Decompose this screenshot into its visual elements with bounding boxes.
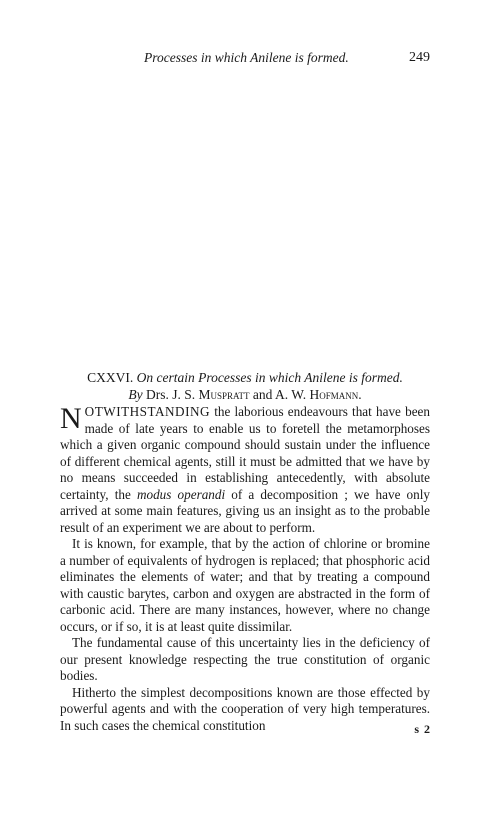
- byline-end: .: [358, 387, 362, 402]
- paragraph-4: Hitherto the simplest decompositions known are those effected by powerful agents and with the cooperation of very high temperatures. In such cases the chemical constitution: [60, 684, 430, 733]
- running-title: Processes in which Anilene is formed.: [144, 50, 349, 65]
- article-body: [60, 404, 430, 734]
- page-number: 249: [409, 50, 430, 65]
- article-number: CXXVI.: [87, 370, 134, 385]
- drop-cap: N: [60, 402, 82, 435]
- article-heading: [60, 369, 430, 403]
- paragraph-1-text-b: of a decomposition ; we have only arrived at some main features, giving us an insight as to the probable result of an experiment we are about to perform.: [60, 486, 431, 535]
- article-byline: [60, 386, 430, 403]
- opening-caps: OTWITHSTANDING: [84, 404, 211, 419]
- paragraph-2: It is known, for example, that by the action of chlorine or bromine a number of equivalents of hydrogen is replaced; that phosphoric acid eliminates the elements of water; and that by treating a compound with caustic barytes, carbon and oxygen are abstracted in the form of carbonic acid. There are many instances, however, where no change occurs, or if so, it is at least quite dissimilar.: [60, 536, 430, 634]
- paragraph-1-italic: modus operandi: [136, 486, 226, 502]
- author-2-surname: Hofmann: [309, 387, 359, 402]
- paragraph-3: The fundamental cause of this uncertainty lies in the deficiency of our present knowledge respecting the true constitution of organic bodies.: [60, 635, 430, 683]
- signature-mark: s 2: [414, 722, 431, 736]
- byline-prefix: Drs. J. S.: [145, 387, 196, 402]
- running-head: [60, 50, 430, 68]
- article-title: On certain Processes in which Anilene is formed.: [136, 370, 403, 385]
- byline-by: By: [128, 387, 143, 402]
- article-title-line: [60, 369, 430, 386]
- paragraph-1: [60, 404, 430, 536]
- byline-and: and A. W.: [252, 387, 307, 402]
- paragraph-1-text-a: the laborious endeavours that have been made of late years to enable us to foretell the metamorphoses which a given organic compound should sustain under the influence of different chemical agents, still it must be admitted that we have by no means succeeded in establishing antecedently, with absolute certainty, the: [60, 404, 430, 502]
- author-1-surname: Muspratt: [198, 387, 250, 402]
